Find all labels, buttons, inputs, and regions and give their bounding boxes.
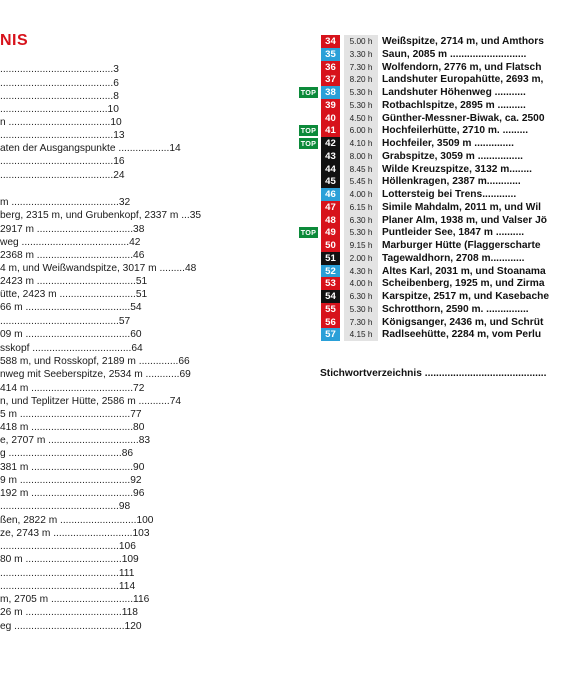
tour-title: Höllenkragen, 2387 m............ — [382, 176, 521, 188]
toc-entry-right[interactable] — [299, 265, 561, 278]
toc-entry-left[interactable]: 2368 m ..................................46 — [0, 250, 145, 261]
tour-number-badge: 56 — [321, 316, 340, 329]
toc-entry-left[interactable]: ..........................................106 — [0, 541, 136, 552]
duration-label: 6.30 h — [344, 290, 378, 303]
toc-entry-left[interactable]: ........................................16 — [0, 156, 125, 167]
duration-label: 5.30 h — [344, 86, 378, 99]
duration-label: 6.15 h — [344, 201, 378, 214]
toc-entry-right[interactable] — [299, 124, 561, 137]
duration-label: 9.15 h — [344, 239, 378, 252]
duration-label: 5.45 h — [344, 175, 378, 188]
tour-number-badge: 48 — [321, 214, 340, 227]
toc-entry-right[interactable] — [299, 328, 561, 341]
toc-entry-right[interactable] — [299, 163, 561, 176]
tour-number-badge: 52 — [321, 265, 340, 278]
duration-label: 5.30 h — [344, 99, 378, 112]
toc-entry-right[interactable] — [299, 188, 561, 201]
duration-label: 4.00 h — [344, 188, 378, 201]
tour-title: Scheibenberg, 1925 m, und Zirma — [382, 278, 545, 290]
toc-entry-right[interactable] — [299, 201, 561, 214]
toc-entry-left[interactable]: 66 m .....................................54 — [0, 302, 142, 313]
duration-label: 4.50 h — [344, 112, 378, 125]
toc-entry-left[interactable]: ......................................10 — [0, 104, 119, 115]
duration-label: 8.00 h — [344, 150, 378, 163]
tour-number-badge: 51 — [321, 252, 340, 265]
toc-entry-left[interactable]: 9 m .......................................92 — [0, 475, 142, 486]
tour-number-badge: 41 — [321, 124, 340, 137]
duration-label: 8.20 h — [344, 73, 378, 86]
top-badge: TOP — [300, 88, 317, 97]
tour-number-badge: 46 — [321, 188, 340, 201]
tour-number-badge: 37 — [321, 73, 340, 86]
toc-entry-left[interactable]: aten der Ausgangspunkte ..................14 — [0, 143, 181, 154]
toc-entry-left[interactable]: 2423 m ...................................51 — [0, 276, 148, 287]
toc-entry-left[interactable]: n ....................................10 — [0, 117, 122, 128]
toc-entry-left[interactable]: 381 m ....................................90 — [0, 462, 145, 473]
toc-entry-right[interactable] — [299, 277, 561, 290]
toc-entry-right[interactable] — [299, 316, 561, 329]
toc-entry-left[interactable]: g ........................................86 — [0, 448, 134, 459]
toc-entry-left[interactable]: n, und Teplitzer Hütte, 2586 m ...........74 — [0, 396, 182, 407]
tour-title: Saun, 2085 m ........................... — [382, 48, 527, 60]
tour-number-badge: 43 — [321, 150, 340, 163]
tour-title: Günther-Messner-Biwak, ca. 2500 — [382, 112, 545, 124]
duration-label: 5.30 h — [344, 226, 378, 239]
toc-entry-left[interactable]: m, 2705 m .............................116 — [0, 594, 150, 605]
toc-entry-left[interactable]: e, 2707 m ................................83 — [0, 435, 151, 446]
toc-entry-left[interactable]: 2917 m ..................................38 — [0, 224, 145, 235]
tour-title: Landshuter Europahütte, 2693 m, — [382, 74, 544, 86]
tour-title: Königsanger, 2436 m, und Schrüt — [382, 316, 544, 328]
toc-entry-left[interactable]: weg ......................................42 — [0, 237, 141, 248]
tour-title: Landshuter Höhenweg ........... — [382, 87, 526, 98]
tour-number-badge: 36 — [321, 61, 340, 74]
duration-label: 7.30 h — [344, 61, 378, 74]
tour-number-badge: 54 — [321, 290, 340, 303]
toc-entry-left[interactable]: ütte, 2423 m ...........................51 — [0, 289, 148, 300]
top-badge: TOP — [300, 228, 317, 238]
toc-entry-left[interactable]: berg, 2315 m, und Grubenkopf, 2337 m ...35 — [0, 210, 202, 221]
tour-title: Radlseehütte, 2284 m, vom Perlu — [382, 329, 542, 341]
toc-entry-right[interactable] — [299, 239, 561, 252]
tour-title: Rotbachlspitze, 2895 m .......... — [382, 99, 526, 111]
tour-number-badge: 40 — [321, 112, 340, 125]
duration-label: 4.00 h — [344, 277, 378, 290]
tour-title: Wolfendorn, 2776 m, und Flatsch — [382, 61, 542, 73]
duration-label: 2.00 h — [344, 252, 378, 265]
toc-entry-right[interactable] — [299, 48, 561, 61]
duration-label: 8.45 h — [344, 163, 378, 176]
tour-title: Karspitze, 2517 m, und Kasebache — [382, 291, 550, 302]
duration-label: 5.00 h — [344, 35, 378, 48]
toc-entry-right[interactable] — [299, 86, 561, 99]
toc-entry-left[interactable]: ........................................3 — [0, 64, 119, 75]
toc-entry-left[interactable]: 588 m, und Rosskopf, 2189 m ..............66 — [0, 356, 190, 367]
toc-entry-right[interactable] — [299, 61, 561, 74]
toc-entry-right[interactable] — [299, 290, 561, 303]
toc-entry-right[interactable] — [299, 252, 561, 265]
toc-entry-left[interactable]: 414 m ....................................72 — [0, 383, 145, 394]
toc-entry-left[interactable]: ..........................................111 — [0, 568, 135, 579]
tour-number-badge: 35 — [321, 48, 340, 61]
toc-entry-right[interactable] — [299, 226, 561, 239]
tour-number-badge: 49 — [321, 226, 340, 239]
tour-number-badge: 47 — [321, 201, 340, 214]
tour-title: Grabspitze, 3059 m ................ — [382, 150, 523, 162]
duration-label: 7.30 h — [344, 316, 378, 329]
tour-title: Wilde Kreuzspitze, 3132 m........ — [382, 163, 532, 175]
tour-title: Altes Karl, 2031 m, und Stoanama — [382, 265, 546, 277]
tour-title: Lottersteig bei Trens............ — [382, 189, 517, 200]
toc-entry-right[interactable] — [299, 303, 561, 316]
page-title: NIS — [0, 32, 29, 49]
tour-number-badge: 42 — [321, 137, 340, 150]
duration-label: 4.30 h — [344, 265, 378, 278]
toc-entry-right[interactable] — [299, 73, 561, 86]
toc-entry-right[interactable] — [299, 137, 561, 150]
index-entry[interactable]: Stichwortverzeichnis ........................................... — [320, 368, 547, 379]
toc-entry-left[interactable]: ßen, 2822 m ...........................100 — [0, 515, 154, 526]
toc-entry-right[interactable] — [299, 35, 561, 48]
duration-label: 4.10 h — [344, 137, 378, 150]
toc-entry-left[interactable]: 26 m ..................................118 — [0, 607, 138, 618]
top-badge: TOP — [300, 126, 317, 136]
toc-entry-left[interactable]: ..........................................114 — [0, 581, 136, 592]
tour-number-badge: 45 — [321, 175, 340, 188]
toc-entry-left[interactable]: ........................................13 — [0, 130, 125, 141]
toc-entry-right[interactable] — [299, 112, 561, 125]
toc-entry-left[interactable]: 09 m .....................................60 — [0, 329, 142, 340]
tour-number-badge: 44 — [321, 163, 340, 176]
tour-title: Weißspitze, 2714 m, und Amthors — [382, 36, 544, 47]
toc-entry-left[interactable]: m ......................................32 — [0, 197, 131, 208]
toc-entry-left[interactable]: 80 m ..................................109 — [0, 554, 139, 565]
toc-entry-left[interactable]: 5 m .......................................77 — [0, 409, 142, 420]
tour-number-badge: 34 — [321, 35, 340, 48]
toc-entry-left[interactable]: ........................................24 — [0, 170, 125, 181]
duration-label: 5.30 h — [344, 303, 378, 316]
tour-title: Puntleider See, 1847 m .......... — [382, 227, 525, 239]
toc-entry-right[interactable] — [299, 175, 561, 188]
toc-entry-right[interactable] — [299, 214, 561, 227]
toc-entry-left[interactable]: 192 m ....................................96 — [0, 488, 145, 499]
duration-label: 4.15 h — [344, 328, 378, 341]
duration-label: 3.30 h — [344, 48, 378, 61]
toc-entry-left[interactable]: ........................................8 — [0, 91, 119, 102]
toc-entry-left[interactable]: 4 m, und Weißwandspitze, 3017 m .........48 — [0, 263, 197, 274]
toc-entry-right[interactable] — [299, 150, 561, 163]
tour-title: Hochfeilerhütte, 2710 m. ......... — [382, 125, 529, 137]
duration-label: 6.00 h — [344, 124, 378, 137]
tour-title: Marburger Hütte (Flaggerscharte — [382, 240, 541, 251]
duration-label: 6.30 h — [344, 214, 378, 227]
tour-number-badge: 57 — [321, 328, 340, 341]
toc-entry-left[interactable]: nweg mit Seeberspitze, 2534 m ............69 — [0, 369, 191, 380]
tour-title: Hochfeiler, 3509 m .............. — [382, 138, 514, 149]
tour-number-badge: 53 — [321, 277, 340, 290]
toc-entry-left[interactable]: ..........................................98 — [0, 501, 131, 512]
tour-number-badge: 39 — [321, 99, 340, 112]
tour-title: Simile Mahdalm, 2011 m, und Wil — [382, 201, 541, 213]
tour-title: Tagewaldhorn, 2708 m............ — [382, 252, 525, 264]
toc-entry-left[interactable]: eg .......................................120 — [0, 621, 142, 632]
tour-title: Planer Alm, 1938 m, und Valser Jö — [382, 214, 547, 226]
toc-entry-left[interactable]: 418 m ....................................80 — [0, 422, 145, 433]
toc-entry-right[interactable] — [299, 99, 561, 112]
tour-title: Schrotthorn, 2590 m. ............... — [382, 303, 529, 315]
toc-entry-left[interactable]: ..........................................57 — [0, 316, 131, 327]
tour-number-badge: 55 — [321, 303, 340, 316]
toc-entry-left[interactable]: ........................................6 — [0, 78, 119, 89]
top-badge: TOP — [300, 139, 317, 148]
tour-number-badge: 38 — [321, 86, 340, 99]
tour-number-badge: 50 — [321, 239, 340, 252]
toc-entry-left[interactable]: ze, 2743 m ............................103 — [0, 528, 150, 539]
toc-entry-left[interactable]: sskopf ...................................64 — [0, 343, 143, 354]
